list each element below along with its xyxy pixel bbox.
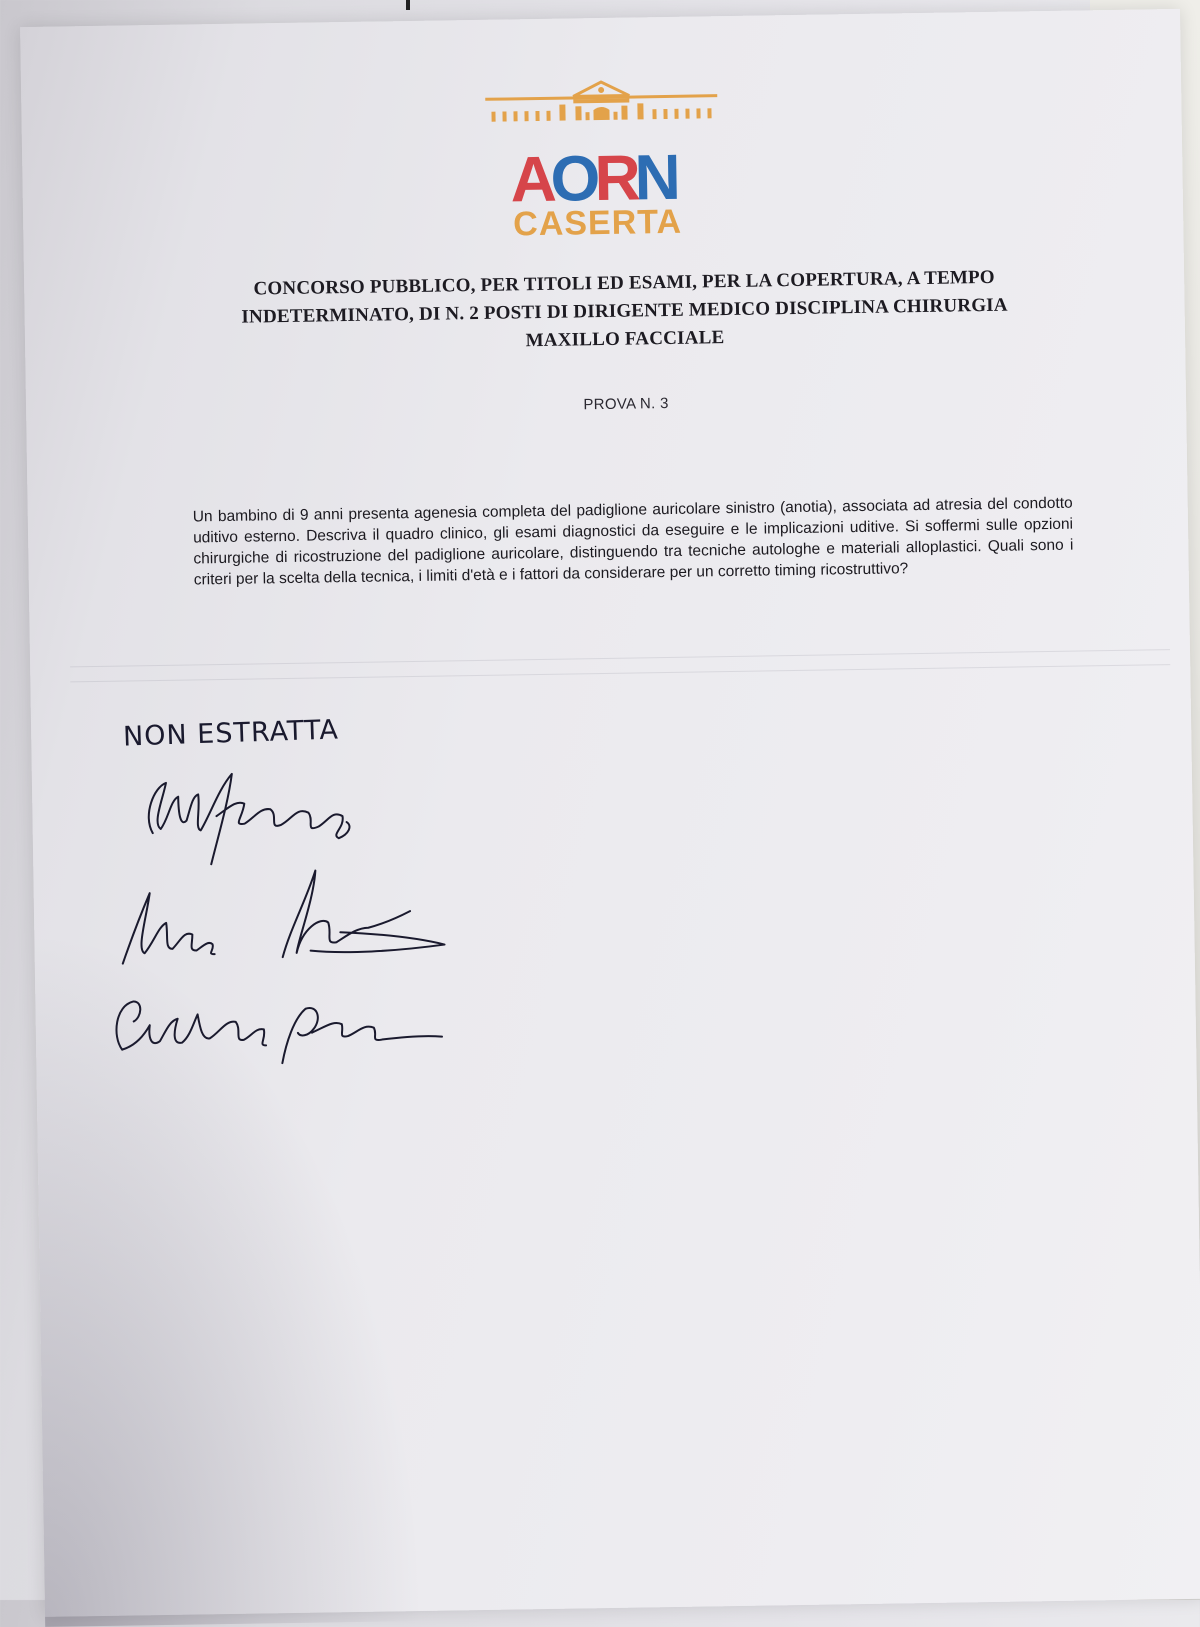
hospital-building-icon — [485, 80, 718, 122]
exam-question: Un bambino di 9 anni presenta agenesia completa del padiglione auricolare sinistro (anotia), associata ad atresia del condotto uditivo esterno. Descriva il quadro clinico, gli esami diagnostici da eseguire e le implicazioni uditive. Si soffermi sulle opzioni chirurgiche di ricostruzione del padiglione auricolare, distinguendo tra tecniche autologhe e materiali alloplastici. Quali sono i criteri per la scelta della tecnica, i limiti d'età e i fattori da considerare per un corretto timing ricostruttivo? — [192, 494, 1074, 589]
title-line: CONCORSO PUBBLICO, PER TITOLI ED ESAMI, PER LA COPERTURA, A TEMPO — [253, 266, 995, 300]
logo-caserta-text: CASERTA — [512, 202, 683, 244]
signature-2 — [121, 869, 444, 964]
handwritten-area — [81, 700, 467, 1086]
exam-number: PROVA N. 3 — [583, 394, 669, 414]
pen-tip-mark — [406, 0, 410, 10]
competition-title — [144, 262, 1105, 361]
exam-sheet — [20, 9, 1200, 1617]
aorn-caserta-logo — [481, 66, 724, 245]
signature-1 — [148, 772, 350, 865]
paper-fold-line — [70, 649, 1170, 667]
handwritten-note: NON ESTRATTA — [122, 714, 340, 753]
logo-letter-r: R — [593, 141, 642, 215]
logo-letter-a: A — [509, 142, 558, 216]
title-line: MAXILLO FACCIALE — [525, 327, 725, 352]
logo-letter-o: O — [549, 142, 601, 215]
signature-3 — [116, 997, 442, 1066]
paper-fold-line — [70, 664, 1170, 682]
logo-letter-n: N — [633, 140, 682, 214]
title-line: INDETERMINATO, DI N. 2 POSTI DI DIRIGENTE MEDICO DISCIPLINA CHIRURGIA — [241, 294, 1008, 328]
